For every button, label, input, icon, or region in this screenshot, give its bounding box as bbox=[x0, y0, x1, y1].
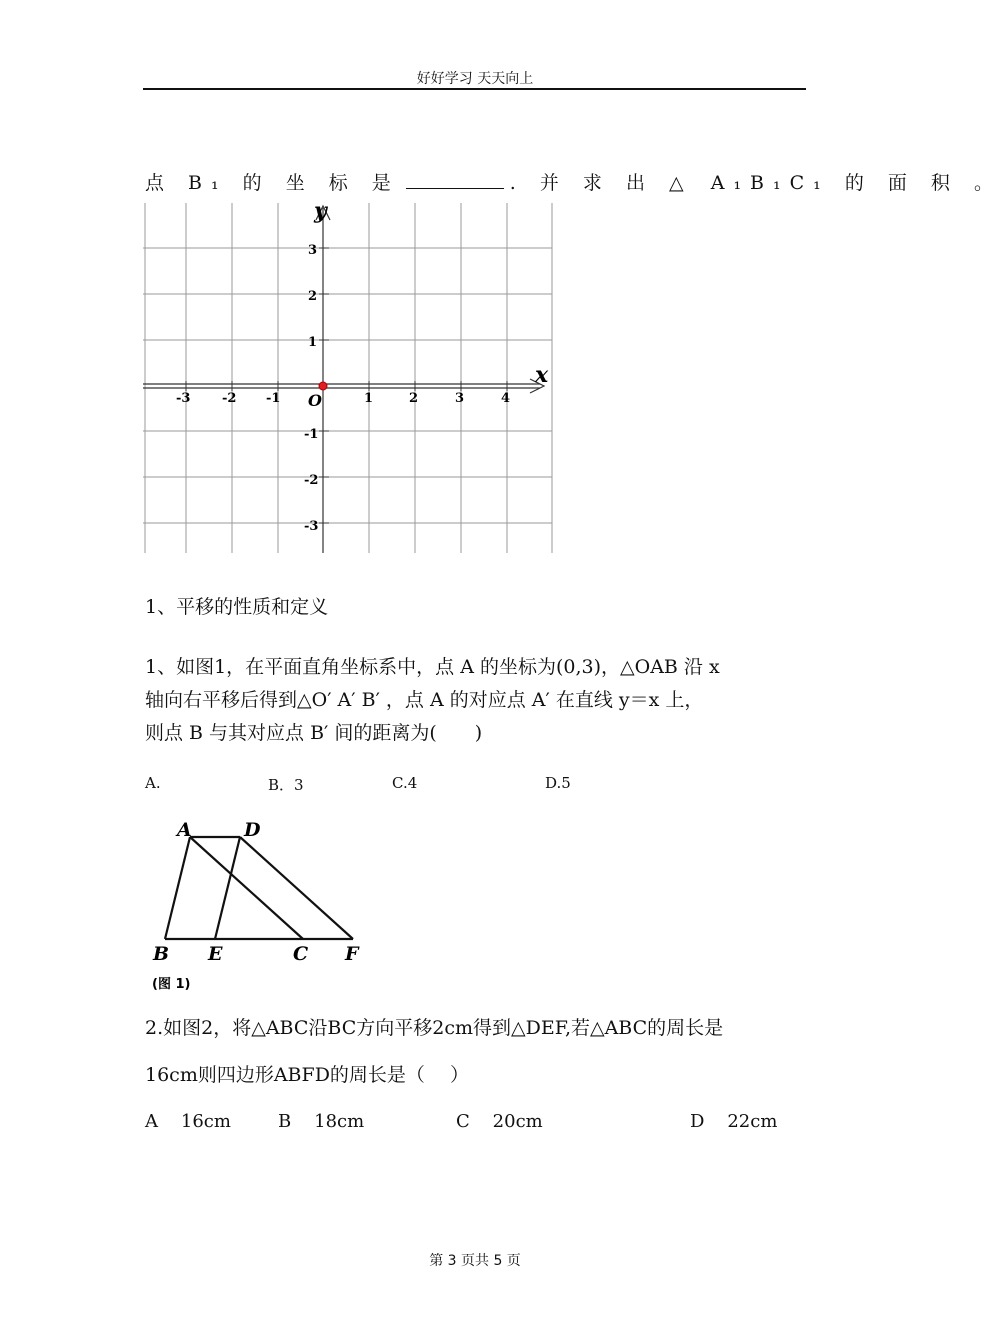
q2-option-value: 22cm bbox=[727, 1111, 778, 1132]
y-axis-label: y bbox=[314, 198, 327, 224]
intro-part2: . 并 求 出 △ bbox=[509, 172, 693, 194]
page-header: 好好学习 天天向上 bbox=[416, 71, 534, 87]
q2-option-letter: C bbox=[456, 1111, 470, 1132]
q1-option-a[interactable]: A. bbox=[145, 774, 161, 792]
intro-line bbox=[145, 168, 1002, 195]
question1-line1: 1、如图1，在平面直角坐标系中，点 A 的坐标为(0,3)，△OAB 沿 x bbox=[145, 656, 720, 678]
x-tick-labels bbox=[176, 391, 510, 406]
figure1-label: A bbox=[177, 819, 192, 841]
figure1-label: B bbox=[153, 943, 170, 965]
q2-option-value: 18cm bbox=[314, 1111, 365, 1132]
q2-option-b[interactable] bbox=[278, 1111, 364, 1132]
header-rule bbox=[143, 88, 806, 90]
origin-label: O bbox=[308, 391, 322, 410]
figure1-label: F bbox=[345, 943, 359, 965]
q2-option-c[interactable] bbox=[456, 1111, 543, 1132]
y-tick-label: 2 bbox=[308, 289, 318, 304]
y-tick-label: -2 bbox=[304, 473, 319, 488]
y-tick-label: 3 bbox=[308, 243, 318, 258]
section-heading: 1、平移的性质和定义 bbox=[145, 596, 329, 618]
figure1-label: C bbox=[293, 943, 309, 965]
q2-option-value: 20cm bbox=[492, 1111, 543, 1132]
origin-point bbox=[319, 382, 327, 390]
page-footer: 第 3 页共 5 页 bbox=[429, 1253, 521, 1269]
q2-option-letter: B bbox=[278, 1111, 292, 1132]
x-tick-label: -2 bbox=[222, 391, 237, 406]
q1-option-d[interactable]: D.5 bbox=[545, 774, 571, 792]
y-axis bbox=[316, 206, 330, 553]
x-tick-label: 4 bbox=[501, 391, 511, 406]
coordinate-grid bbox=[140, 198, 560, 560]
x-tick-label: 3 bbox=[455, 391, 465, 406]
x-tick-label: 2 bbox=[409, 391, 419, 406]
q2-option-a[interactable] bbox=[145, 1111, 231, 1132]
x-tick-label: -3 bbox=[176, 391, 191, 406]
question2-line2: 16cm则四边形ABFD的周长是（ ） bbox=[145, 1064, 469, 1086]
intro-part1: 点 B₁ 的 坐 标 是 bbox=[145, 172, 400, 194]
grid-lines bbox=[143, 203, 552, 553]
q2-option-value: 16cm bbox=[180, 1111, 231, 1132]
y-tick-label: -3 bbox=[304, 519, 319, 534]
y-tick-label: 1 bbox=[308, 335, 318, 350]
x-axis-label: x bbox=[535, 362, 549, 388]
figure1-caption: (图 1) bbox=[152, 977, 191, 992]
question2-line1: 2.如图2，将△ABC沿BC方向平移2cm得到△DEF,若△ABC的周长是 bbox=[145, 1017, 724, 1039]
q1-option-c[interactable]: C.4 bbox=[392, 774, 418, 792]
figure1-label: D bbox=[244, 819, 261, 841]
question1-line3: 则点 B 与其对应点 B′ 间的距离为( ) bbox=[145, 722, 483, 744]
x-tick-label: 1 bbox=[364, 391, 374, 406]
y-tick-label: -1 bbox=[304, 427, 319, 442]
answer-blank[interactable] bbox=[406, 174, 504, 189]
intro-part3: A₁B₁C₁ 的 面 积 。 bbox=[710, 172, 1002, 194]
figure1-label: E bbox=[208, 943, 223, 965]
question1-line2: 轴向右平移后得到△O′ A′ B′ ，点 A 的对应点 A′ 在直线 y＝x 上， bbox=[145, 689, 704, 711]
q2-option-letter: A bbox=[145, 1111, 158, 1132]
q2-option-letter: D bbox=[690, 1111, 705, 1132]
q2-option-d[interactable] bbox=[690, 1111, 777, 1132]
figure1-diagram bbox=[148, 815, 370, 995]
q1-option-b[interactable]: B．3 bbox=[268, 776, 304, 794]
x-tick-label: -1 bbox=[266, 391, 281, 406]
x-axis bbox=[143, 379, 544, 393]
